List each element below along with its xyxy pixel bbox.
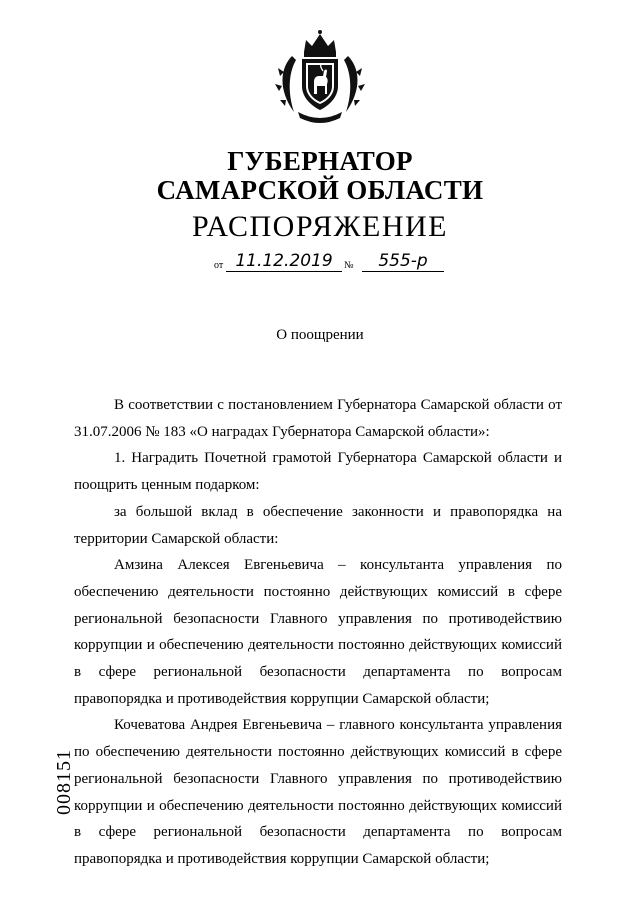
- body-paragraph: за большой вклад в обеспечение законности и правопорядка на территории Самарской области:: [74, 503, 562, 547]
- document-subject: О поощрении: [276, 327, 364, 343]
- registration-date: 11.12.2019: [226, 251, 342, 272]
- body-paragraph: Кочеватова Андрея Евгеньевича – главного консультанта управления по обеспечению деятельности постоянно действующих комиссий в сфере региональной безопасности Главного управления по противодействию коррупции и обеспечению деятельности постоянно действующих комиссий в сфере региональной безопасности департамента по вопросам правопорядка и противодействия коррупции Самарской области;: [74, 717, 562, 867]
- authority-line-1: ГУБЕРНАТОР: [227, 146, 413, 176]
- body-paragraph: Амзина Алексея Евгеньевича – консультанта управления по обеспечению деятельности постоянно действующих комиссий в сфере региональной безопасности Главного управления по противодействию коррупции и обеспечению деятельности постоянно действующих комиссий в сфере региональной безопасности департамента по вопросам правопорядка и противодействия коррупции Самарской области;: [74, 557, 562, 707]
- registration-number: 555-р: [362, 251, 444, 272]
- authority-line-2: САМАРСКОЙ ОБЛАСТИ: [156, 175, 484, 205]
- body-paragraph: В соответствии с постановлением Губернатора Самарской области от 31.07.2006 № 183 «О наградах Губернатора Самарской области»:: [74, 397, 562, 440]
- document-type: РАСПОРЯЖЕНИЕ: [191, 210, 449, 243]
- registration-line: [214, 251, 444, 279]
- number-sign: №: [344, 260, 354, 271]
- document-body: [74, 392, 562, 873]
- body-paragraph: 1. Наградить Почетной грамотой Губернатора Самарской области и поощрить ценным подарком:: [74, 450, 562, 494]
- side-serial-number: 008151: [53, 749, 75, 815]
- samara-coat-of-arms-icon: [270, 28, 370, 126]
- date-prefix: от: [214, 260, 224, 271]
